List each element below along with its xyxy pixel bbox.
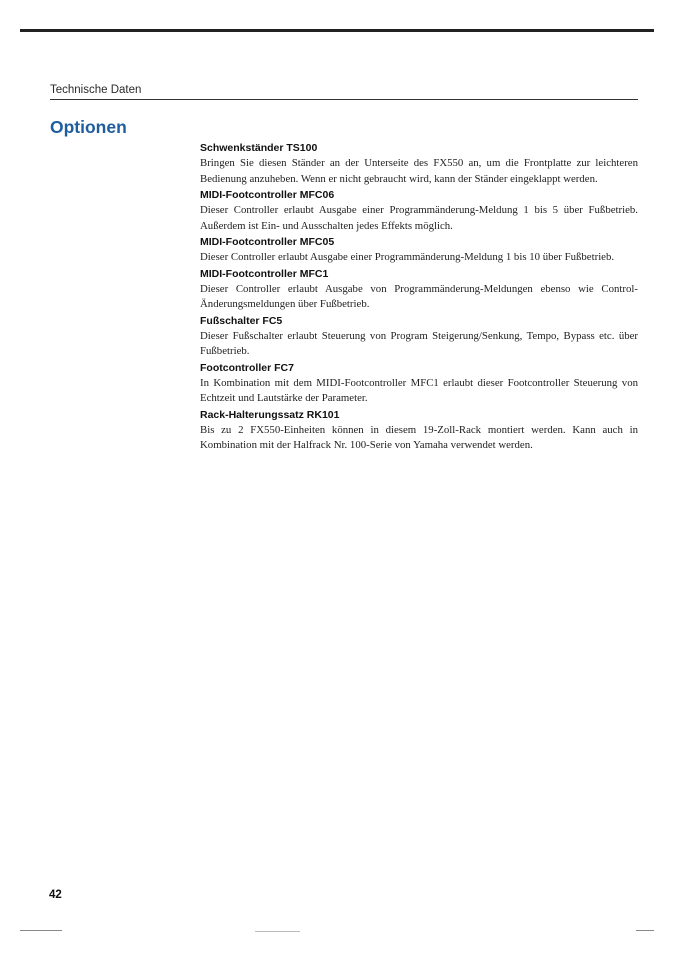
- option-description: Bis zu 2 FX550-Einheiten können in diesem 19-Zoll-Rack montiert werden. Kann auch in Kombination mit der Halfrack Nr. 100-Serie von Yamaha verwendet werden.: [200, 423, 638, 451]
- option-ts100: [200, 141, 638, 187]
- option-heading: Schwenkständer TS100: [200, 142, 318, 154]
- option-mfc1: [200, 267, 638, 313]
- option-description: Dieser Controller erlaubt Ausgabe einer Programmänderung-Meldung 1 bis 10 über Fußbetrieb.: [200, 251, 615, 263]
- bottom-center-mark: [255, 931, 300, 932]
- option-heading: MIDI-Footcontroller MFC06: [200, 189, 335, 201]
- option-mfc05: [200, 235, 638, 266]
- option-heading: MIDI-Footcontroller MFC05: [200, 236, 335, 248]
- option-heading: Fußschalter FC5: [200, 314, 283, 327]
- bottom-left-mark: [20, 930, 62, 931]
- option-heading: Footcontroller FC7: [200, 361, 294, 374]
- option-description: In Kombination mit dem MIDI-Footcontroller MFC1 erlaubt dieser Footcontroller Steuerung von Echtzeit und Lautstärke der Parameter.: [200, 376, 638, 404]
- bottom-right-mark: [636, 930, 654, 931]
- page-title: Optionen: [50, 117, 127, 137]
- option-description: Bringen Sie diesen Ständer an der Unterseite des FX550 an, um die Frontplatte zur leichteren Bedienung anzuheben. Wenn er nicht gebraucht wird, kann der Ständer eingeklappt werden.: [200, 157, 638, 185]
- option-description: Dieser Controller erlaubt Ausgabe einer Programmänderung-Meldung 1 bis 5 über Fußbetrieb. Außerdem ist Ein- und Ausschalten jedes Effekts möglich.: [200, 204, 638, 232]
- option-rk101: [200, 408, 638, 454]
- option-description: Dieser Fußschalter erlaubt Steuerung von Program Steigerung/Senkung, Tempo, Bypass etc. über Fußbetrieb.: [200, 329, 638, 357]
- page-number: 42: [49, 889, 62, 901]
- top-rule: [20, 29, 654, 32]
- option-description: Dieser Controller erlaubt Ausgabe von Programmänderung-Meldungen ebenso wie Control-Änderungsmeldungen über Fußbetrieb.: [200, 282, 638, 310]
- header-rule: [50, 99, 638, 100]
- section-header: Technische Daten: [50, 84, 142, 96]
- option-fc7: [200, 361, 638, 407]
- option-mfc06: [200, 188, 638, 234]
- options-list: [200, 141, 638, 455]
- option-fc5: [200, 314, 638, 360]
- option-heading: Rack-Halterungssatz RK101: [200, 408, 340, 421]
- option-heading: MIDI-Footcontroller MFC1: [200, 267, 329, 280]
